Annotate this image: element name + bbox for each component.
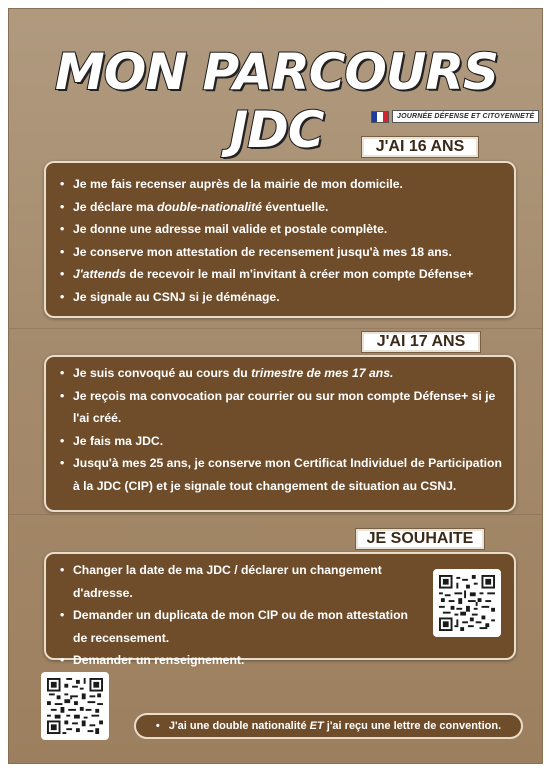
qr-code-icon-graphic: [47, 678, 103, 734]
qr-code-icon[interactable]: [41, 672, 109, 740]
section-label-16: J'AI 16 ANS: [361, 136, 479, 158]
list-item: • Demander un renseignement.: [52, 649, 422, 672]
list-item: • Jusqu'à mes 25 ans, je conserve mon Certificat Individuel de Participation à la JDC (CIP) et je signale tout changement de situation au CSNJ.: [52, 452, 508, 497]
panel-17-ans: [44, 355, 516, 512]
poster: [8, 8, 543, 764]
tagline: JOURNÉE DÉFENSE ET CITOYENNETÉ: [392, 110, 539, 123]
france-flag-icon: [371, 111, 389, 123]
list-item: • Demander un duplicata de mon CIP ou de mon attestation de recensement.: [52, 604, 422, 649]
page-title: MON PARCOURS JDC: [54, 43, 499, 159]
qr-code-icon[interactable]: [433, 569, 501, 637]
list-item: • Je suis convoqué au cours du trimestre de mes 17 ans.: [52, 362, 508, 385]
qr-code-icon-graphic: [439, 575, 495, 631]
panel-16-ans: [44, 161, 516, 318]
list-item: • Je conserve mon attestation de recensement jusqu'à mes 18 ans.: [52, 241, 508, 264]
list-item: • Je déclare ma double-nationalité éventuelle.: [52, 196, 508, 219]
list-item: • J'attends de recevoir le mail m'invitant à créer mon compte Défense+: [52, 263, 508, 286]
divider: [9, 328, 543, 329]
section-label-17: J'AI 17 ANS: [361, 331, 481, 353]
list-item: • Je signale au CSNJ si je déménage.: [52, 286, 508, 309]
list-item: • Je reçois ma convocation par courrier ou sur mon compte Défense+ si je l'ai créé.: [52, 385, 508, 430]
list-item: • Je fais ma JDC.: [52, 430, 508, 453]
list-item: • Je donne une adresse mail valide et postale complète.: [52, 218, 508, 241]
divider: [9, 514, 543, 515]
list-item: • Changer la date de ma JDC / déclarer un changement d'adresse.: [52, 559, 422, 604]
footer-note: • J'ai une double nationalité ET j'ai reçu une lettre de convention.: [134, 713, 523, 739]
jdc-tag: [371, 110, 539, 123]
list-item: • Je me fais recenser auprès de la mairie de mon domicile.: [52, 173, 508, 196]
section-label-souhaite: JE SOUHAITE: [355, 528, 485, 550]
